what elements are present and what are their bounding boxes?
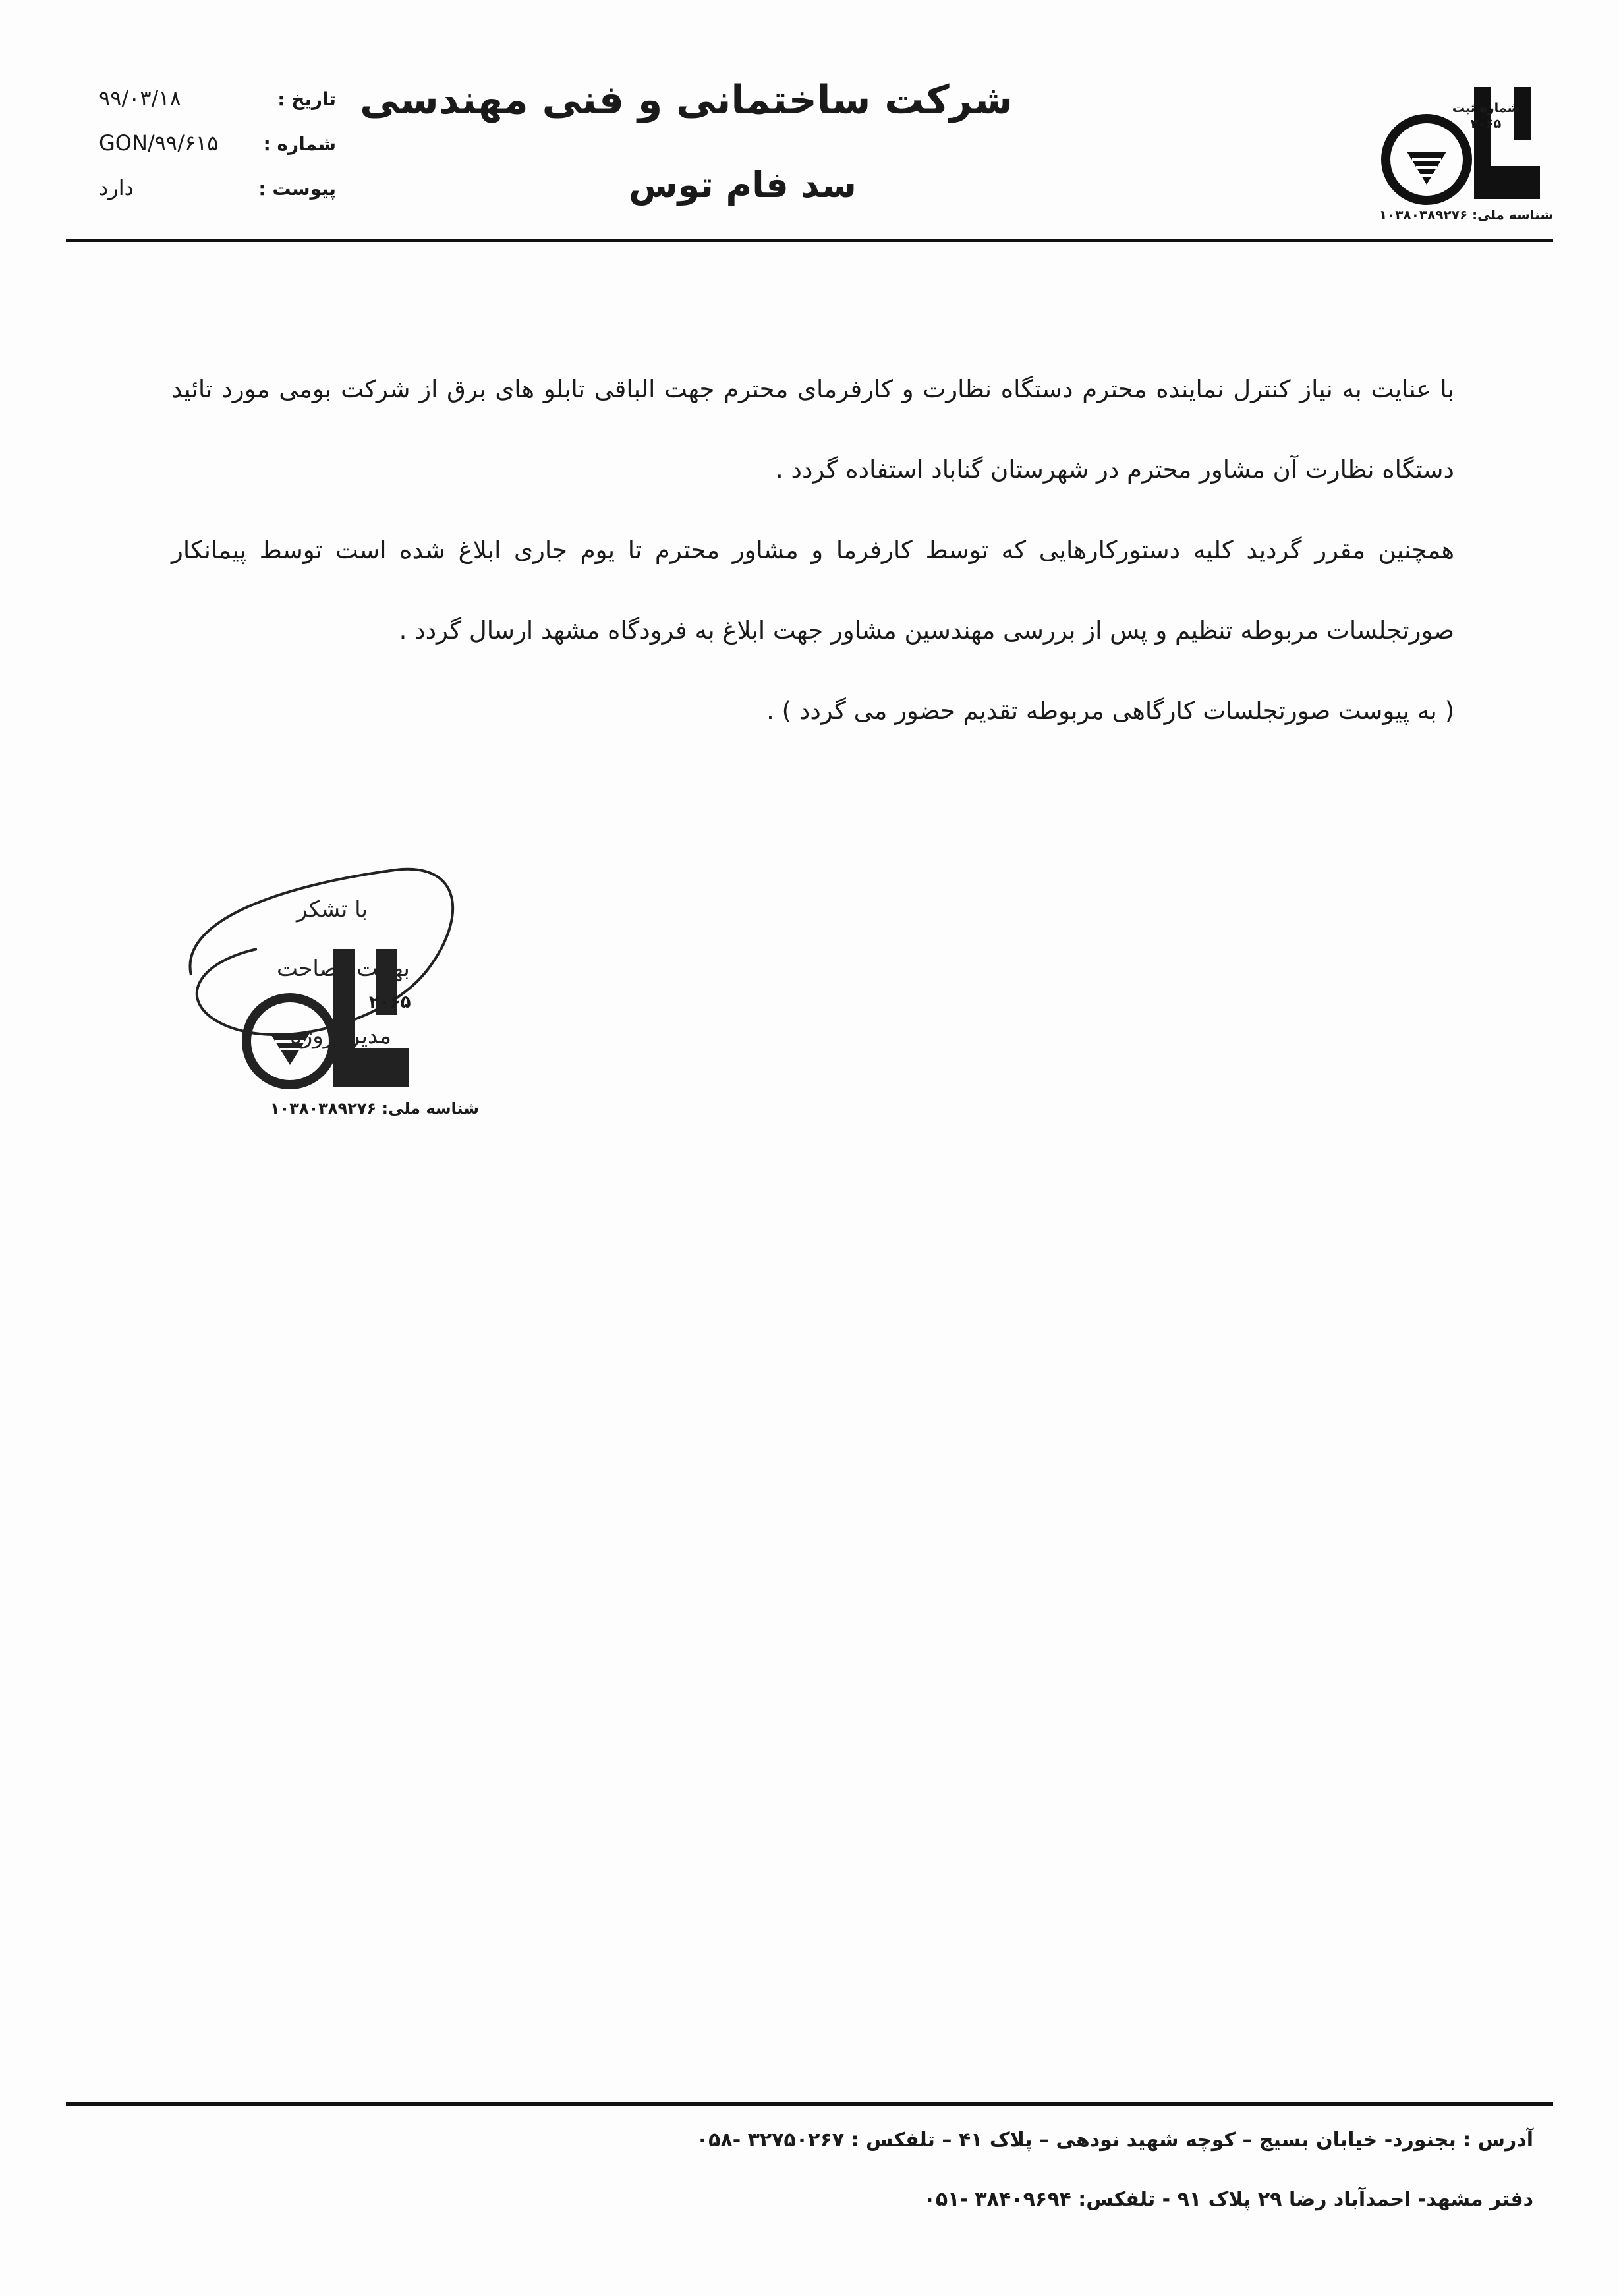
attachment-value: دارد bbox=[99, 175, 134, 200]
footer-divider bbox=[66, 2102, 1553, 2106]
number-label: شماره : bbox=[263, 133, 336, 155]
meta-number-row bbox=[99, 130, 336, 175]
number-value: GON/۹۹/۶۱۵ bbox=[99, 130, 219, 156]
meta-date-row bbox=[99, 86, 336, 130]
stamp-thanks: با تشکر bbox=[297, 896, 368, 923]
letter-meta bbox=[99, 86, 336, 220]
stamp-national-id: شناسه ملی: ۱۰۳۸۰۳۸۹۲۷۶ bbox=[270, 1099, 479, 1118]
attachment-label: پیوست : bbox=[258, 178, 336, 200]
body-paragraph: با عنایت به نیاز کنترل نماینده محترم دستگاه نظارت و کارفرمای محترم جهت الباقی تابلو های برق از شرکت بومی مورد تائید دستگاه نظارت آن مشاور محترم در شهرستان گناباد استفاده گردد . bbox=[171, 375, 1454, 484]
stamp-signer-title: مدیر پروژه bbox=[290, 1023, 391, 1049]
stamp-registration: ۲۰۶۵ bbox=[369, 992, 411, 1012]
body-paragraph: ( به پیوست صورتجلسات کارگاهی مربوطه تقدیم حضور می گردد ) . bbox=[766, 697, 1454, 725]
company-stamp bbox=[178, 857, 488, 1134]
logo-national-id: شناسه ملی: ۱۰۳۸۰۳۸۹۲۷۶ bbox=[1378, 207, 1553, 223]
header-divider bbox=[66, 239, 1553, 242]
footer-office: دفتر مشهد- احمدآباد رضا ۲۹ پلاک ۹۱ - تلفکس: ۳۸۴۰۹۶۹۴ -۰۵۱ bbox=[923, 2188, 1533, 2211]
company-subtitle: سد فام توس bbox=[629, 164, 857, 206]
company-logo bbox=[1375, 61, 1553, 225]
letter-body bbox=[171, 349, 1454, 751]
meta-attachment-row bbox=[99, 175, 336, 220]
logo-registration: شماره ثبت ۲۰۶۵ bbox=[1452, 101, 1520, 131]
company-name: شرکت ساختمانی و فنی مهندسی bbox=[360, 77, 1013, 123]
date-value: ۹۹/۰۳/۱۸ bbox=[99, 86, 181, 111]
logo-mark-icon bbox=[1375, 61, 1553, 225]
footer-address: آدرس : بجنورد- خیابان بسیج – کوچه شهید نودهی – پلاک ۴۱ – تلفکس : ۳۲۷۵۰۲۶۷ -۰۵۸ bbox=[696, 2129, 1533, 2152]
stamp-signer-name: بهجت فصاحت bbox=[277, 956, 410, 982]
date-label: تاریخ : bbox=[277, 88, 336, 110]
body-paragraph: همچنین مقرر گردید کلیه دستورکارهایی که توسط کارفرما و مشاور محترم تا یوم جاری ابلاغ شده است توسط پیمانکار صورتجلسات مربوطه تنظیم و پس از بررسی مهندسین مشاور جهت ابلاغ به فرودگاه مشهد ارسال گردد . bbox=[171, 536, 1454, 645]
